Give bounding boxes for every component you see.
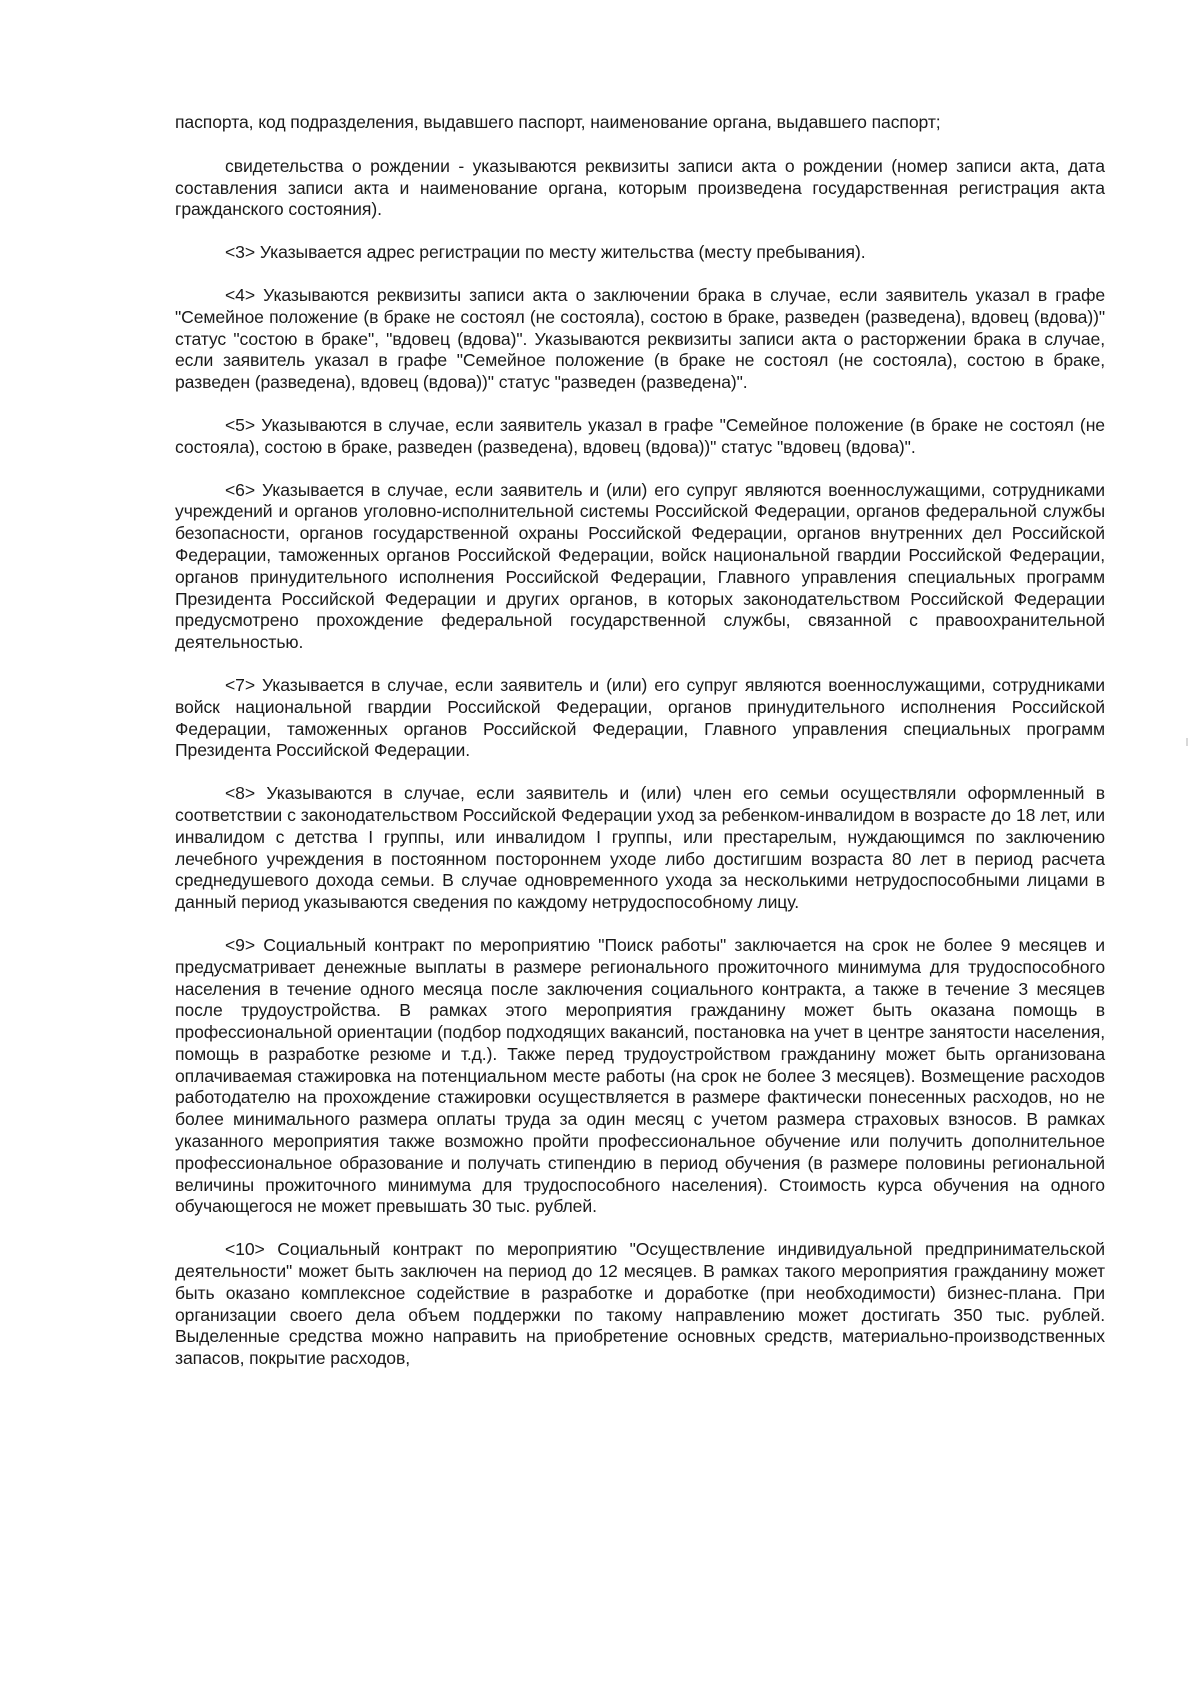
footnote-4: <4> Указываются реквизиты записи акта о заключении брака в случае, если заявитель указал в графе "Семейное положение (в браке не состоял (не состояла), состою в браке, разведен (разведена), вдовец (вдова))" статус "состою в браке", "вдовец (вдова)". Указываются реквизиты записи акта о расторжении брака в случае, если заявитель указал в графе "Семейное положение (в браке не состоял (не состояла), состою в браке, разведен (разведена), вдовец (вдова))" статус "разведен (разведена)". [175,284,1105,393]
footnote-10: <10> Социальный контракт по мероприятию "Осуществление индивидуальной предпринимательской деятельности" может быть заключен на период до 12 месяцев. В рамках такого мероприятия гражданину может быть оказано комплексное содействие в разработке и доработке (при необходимости) бизнес-плана. При организации своего дела объем поддержки по такому направлению может достигать 350 тыс. рублей. Выделенные средства можно направить на приобретение основных средств, материально-производственных запасов, покрытие расходов, [175,1239,1105,1369]
footnote-7: <7> Указывается в случае, если заявитель и (или) его супруг являются военнослужащими, сотрудниками войск национальной гвардии Российской Федерации, органов принудительного исполнения Российской Федерации, таможенных органов Российской Федерации, Главного управления специальных программ Президента Российской Федерации. [175,674,1105,761]
paragraph-passport-details: паспорта, код подразделения, выдавшего паспорт, наименование органа, выдавшего паспорт; [175,112,941,132]
footnote-9: <9> Социальный контракт по мероприятию "Поиск работы" заключается на срок не более 9 месяцев и предусматривает денежные выплаты в размере регионального прожиточного минимума для трудоспособного населения в течение одного месяца после заключения социального контракта, а также в течение 3 месяцев после трудоустройства. В рамках этого мероприятия гражданину может быть оказана помощь в профессиональной ориентации (подбор подходящих вакансий, постановка на учет в центре занятости населения, помощь в разработке резюме и т.д.). Также перед трудоустройством гражданину может быть организована оплачиваемая стажировка на потенциальном месте работы (на срок не более 3 месяцев). Возмещение расходов работодателю на прохождение стажировки осуществляется в размере фактически понесенных расходов, но не более минимального размера оплаты труда за один месяц с учетом размера страховых взносов. В рамках указанного мероприятия также возможно пройти профессиональное обучение или получить дополнительное профессиональное образование и получать стипендию в период обучения (в размере половины региональной величины прожиточного минимума для трудоспособного населения). Стоимость курса обучения на одного обучающегося не может превышать 30 тыс. рублей. [175,934,1105,1217]
document-body [175,112,1105,1391]
footnote-8: <8> Указываются в случае, если заявитель и (или) член его семьи осуществляли оформленный в соответствии с законодательством Российской Федерации уход за ребенком-инвалидом в возрасте до 18 лет, или инвалидом с детства I группы, или инвалидом I группы, или престарелым, нуждающимся по заключению лечебного учреждения в постоянном постороннем уходе либо достигшим возраста 80 лет в период расчета среднедушевого дохода семьи. В случае одновременного ухода за несколькими нетрудоспособными лицами в данный период указываются сведения по каждому нетрудоспособному лицу. [175,783,1105,913]
scan-artifact [1186,738,1188,746]
paragraph-birth-certificate: свидетельства о рождении - указываются реквизиты записи акта о рождении (номер записи акта, дата составления записи акта и наименование органа, которым произведена государственная регистрация акта гражданского состояния). [175,155,1105,220]
footnote-3: <3> Указывается адрес регистрации по месту жительства (месту пребывания). [225,242,866,263]
footnote-6: <6> Указывается в случае, если заявитель и (или) его супруг являются военнослужащими, сотрудниками учреждений и органов уголовно-исполнительной системы Российской Федерации, органов федеральной службы безопасности, органов государственной охраны Российской Федерации, органов внутренних дел Российской Федерации, таможенных органов Российской Федерации, войск национальной гвардии Российской Федерации, органов принудительного исполнения Российской Федерации, Главного управления специальных программ Президента Российской Федерации и других органов, в которых законодательством Российской Федерации предусмотрено прохождение федеральной государственной службы, связанной с правоохранительной деятельностью. [175,479,1105,653]
footnote-5: <5> Указываются в случае, если заявитель указал в графе "Семейное положение (в браке не состоял (не состояла), состою в браке, разведен (разведена), вдовец (вдова))" статус "вдовец (вдова)". [175,414,1105,457]
